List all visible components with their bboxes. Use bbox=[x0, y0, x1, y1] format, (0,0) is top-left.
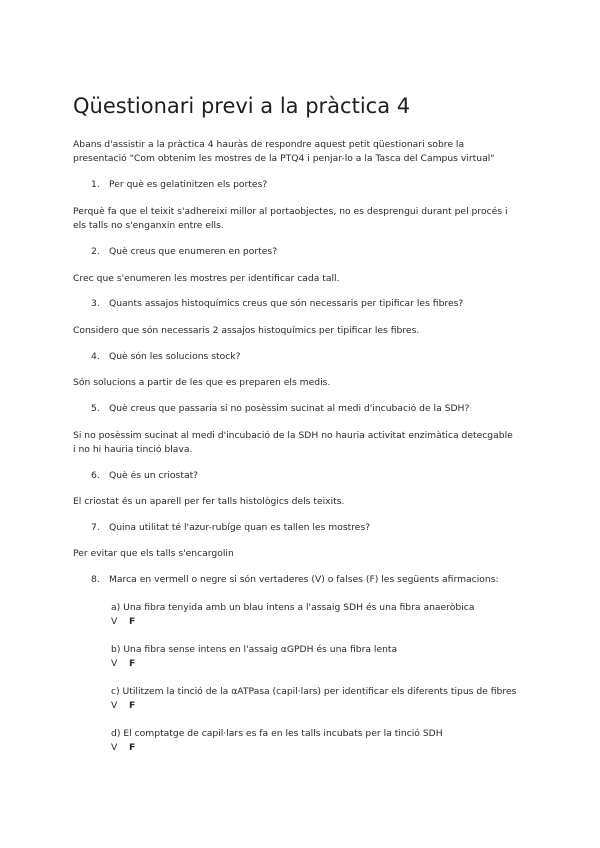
statement-c: c) Utilitzem la tinció de la αATPasa (capil·lars) per identificar els diferents tipus de fibres bbox=[111, 686, 517, 697]
false-option: F bbox=[129, 658, 136, 669]
false-option: F bbox=[129, 742, 136, 753]
answer-1-line-2: els talls no s'enganxin entre ells. bbox=[73, 220, 224, 231]
question-number: 3. bbox=[91, 298, 100, 309]
question-text: Quants assajos histoquímics creus que són necessaris per tipificar les fibres? bbox=[109, 298, 464, 309]
question-number: 7. bbox=[91, 522, 100, 533]
question-number: 2. bbox=[91, 246, 100, 257]
false-option: F bbox=[129, 700, 136, 711]
statement-a-options bbox=[111, 615, 135, 629]
statement-b-options bbox=[111, 657, 135, 671]
statement-b: b) Una fibra sense intens en l'assaig αGPDH és una fibra lenta bbox=[111, 644, 398, 655]
answer-3: Considero que són necessaris 2 assajos histoquímics per tipificar les fibres. bbox=[73, 325, 420, 336]
question-text: Quina utilitat té l'azur-rubíge quan es tallen les mostres? bbox=[109, 522, 371, 533]
answer-7: Per evitar que els talls s'encargolin bbox=[73, 548, 234, 559]
document-title: Qüestionari previ a la pràctica 4 bbox=[73, 94, 411, 118]
statement-a: a) Una fibra tenyida amb un blau intens a l'assaig SDH és una fibra anaeròbica bbox=[111, 602, 475, 613]
question-number: 6. bbox=[91, 470, 100, 481]
question-number: 8. bbox=[91, 574, 100, 585]
question-text: Què creus que passaria si no posèssim sucinat al medi d'incubació de la SDH? bbox=[109, 403, 470, 414]
question-text: Marca en vermell o negre si són vertaderes (V) o falses (F) les següents afirmacions: bbox=[109, 574, 499, 585]
answer-1-line-1: Perquè fa que el teixit s'adhereixi millor al portaobjectes, no es desprengui durant pel procés i bbox=[73, 206, 508, 217]
question-number: 4. bbox=[91, 351, 100, 362]
statement-d-options bbox=[111, 741, 135, 755]
true-option: V bbox=[111, 700, 118, 711]
question-text: Què són les solucions stock? bbox=[109, 351, 241, 362]
answer-6: El criostat és un aparell per fer talls histològics dels teixits. bbox=[73, 496, 345, 507]
intro-line-1: Abans d'assistir a la pràctica 4 hauràs de respondre aquest petit qüestionari sobre la bbox=[73, 139, 465, 150]
false-option: F bbox=[129, 616, 136, 627]
statement-c-options bbox=[111, 699, 135, 713]
question-number: 5. bbox=[91, 403, 100, 414]
intro-line-2: presentació "Com obtenim les mostres de la PTQ4 i penjar-lo a la Tasca del Campus virtual" bbox=[73, 153, 495, 164]
answer-5-line-2: i no hi hauria tinció blava. bbox=[73, 444, 193, 455]
question-number: 1. bbox=[91, 179, 100, 190]
statement-d: d) El comptatge de capil·lars es fa en les talls incubats per la tinció SDH bbox=[111, 728, 443, 739]
question-text: Per què es gelatinitzen els portes? bbox=[109, 179, 268, 190]
true-option: V bbox=[111, 658, 118, 669]
true-option: V bbox=[111, 616, 118, 627]
question-text: Què és un criostat? bbox=[109, 470, 199, 481]
question-text: Què creus que enumeren en portes? bbox=[109, 246, 278, 257]
true-option: V bbox=[111, 742, 118, 753]
answer-5-line-1: Si no posèssim sucinat al medi d'incubació de la SDH no hauria activitat enzimàtica detecgable bbox=[73, 430, 513, 441]
answer-4: Són solucions a partir de les que es preparen els medis. bbox=[73, 377, 331, 388]
answer-2: Crec que s'enumeren les mostres per identificar cada tall. bbox=[73, 273, 340, 284]
